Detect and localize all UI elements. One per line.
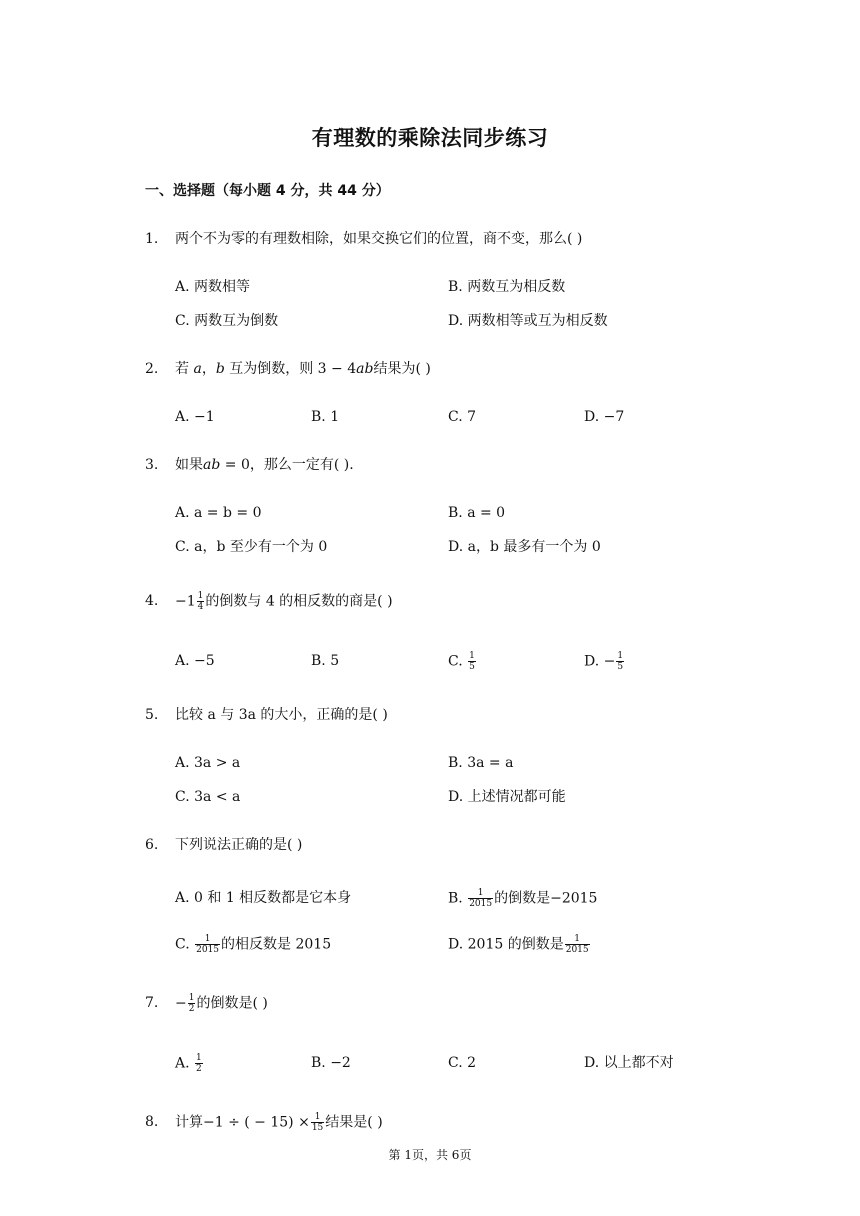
question-number: 2.	[145, 361, 159, 377]
fraction: $\frac{1}{2015}$	[469, 888, 493, 909]
option-b: B. 5	[311, 653, 340, 669]
option-c: C. $\frac{1}{2015}$ 的相反数是 2015	[175, 934, 332, 955]
page-footer: 第 1页，共 6页	[388, 1148, 472, 1162]
option-c: C. 2	[448, 1055, 477, 1071]
option-c: C. 7	[448, 409, 477, 425]
option-c: C. 3a < a	[175, 789, 241, 805]
question-number: 5.	[145, 707, 159, 723]
question-text: 如果ab = 0，那么一定有( ).	[175, 457, 354, 473]
option-a: A. 0 和 1 相反数都是它本身	[175, 890, 352, 906]
question-text: 两个不为零的有理数相除，如果交换它们的位置，商不变，那么( )	[175, 231, 583, 247]
fraction: $\frac{1}{4}$	[197, 591, 204, 612]
question-number: 8.	[145, 1114, 159, 1130]
question-number: 7.	[145, 995, 159, 1011]
fraction: $\frac{1}{5}$	[617, 651, 624, 672]
option-d: D. a，b 最多有一个为 0	[448, 539, 601, 555]
fraction: $\frac{1}{5}$	[469, 651, 475, 672]
question-number: 4.	[145, 593, 159, 609]
fraction: $\frac{1}{2}$	[188, 993, 195, 1014]
question-text: − $\frac{1}{2}$ 的倒数是( )	[175, 993, 268, 1014]
option-d: D. − $\frac{1}{5}$	[584, 651, 624, 672]
option-a: A. 3a > a	[175, 755, 241, 771]
fraction: $\frac{1}{2015}$	[196, 934, 220, 955]
option-a: A. a = b = 0	[175, 505, 262, 521]
question-text: 若 a，b 互为倒数，则 3 − 4ab结果为( )	[175, 361, 431, 377]
option-b: B. 两数互为相反数	[448, 279, 566, 295]
question-number: 6.	[145, 837, 159, 853]
option-b: B. 3a = a	[448, 755, 514, 771]
option-a: A. $\frac{1}{2}$	[175, 1053, 202, 1074]
question-text: 下列说法正确的是( )	[175, 837, 303, 853]
option-d: D. 两数相等或互为相反数	[448, 313, 608, 329]
question-text: −1 $\frac{1}{4}$ 的倒数与 4 的相反数的商是( )	[175, 591, 393, 612]
question-number: 3.	[145, 457, 159, 473]
question-text: 比较 a 与 3a 的大小，正确的是( )	[175, 707, 388, 723]
page-title: 有理数的乘除法同步练习	[311, 126, 549, 150]
option-a: A. −5	[175, 653, 215, 669]
question-text: 计算−1 ÷ ( − 15) × $\frac{1}{15}$ 结果是( )	[175, 1112, 383, 1133]
section-heading: 一、选择题（每小题 4 分，共 44 分）	[145, 183, 390, 199]
option-b: B. $\frac{1}{2015}$ 的倒数是−2015	[448, 888, 598, 909]
option-c: C. a，b 至少有一个为 0	[175, 539, 328, 555]
option-c: C. $\frac{1}{5}$	[448, 651, 475, 672]
option-b: B. −2	[311, 1055, 351, 1071]
option-d: D. 2015 的倒数是 $\frac{1}{2015}$	[448, 934, 589, 955]
option-d: D. 以上都不对	[584, 1055, 674, 1071]
option-b: B. 1	[311, 409, 340, 425]
fraction: $\frac{1}{2015}$	[565, 934, 589, 955]
option-c: C. 两数互为倒数	[175, 313, 279, 329]
fraction: $\frac{1}{15}$	[311, 1112, 324, 1133]
option-d: D. 上述情况都可能	[448, 789, 566, 805]
option-d: D. −7	[584, 409, 625, 425]
option-a: A. 两数相等	[175, 279, 251, 295]
fraction: $\frac{1}{2}$	[196, 1053, 202, 1074]
option-a: A. −1	[175, 409, 215, 425]
option-b: B. a = 0	[448, 505, 506, 521]
question-number: 1.	[145, 231, 159, 247]
